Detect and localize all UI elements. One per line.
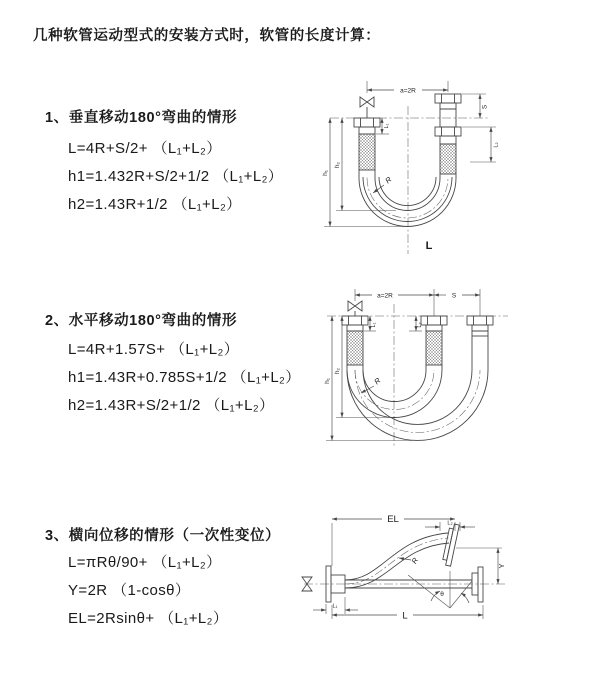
radius-label: R	[372, 375, 383, 387]
radius-label: R	[409, 556, 421, 566]
braided-hose-right	[440, 144, 456, 174]
diagram-horizontal-180-bend	[312, 286, 600, 454]
section-2-heading: 2、水平移动180°弯曲的情形	[45, 313, 238, 329]
hose-and-fittings	[342, 301, 493, 440]
section-2-formula-L: L=4R+1.57S+ （L₁+L₂）	[68, 341, 240, 358]
dim-label-s: S	[481, 104, 489, 110]
section-3-formula-Y: Y=2R （1-cosθ）	[68, 582, 191, 599]
diagram-lateral-displacement	[300, 505, 600, 647]
dim-label-h2: h₂	[334, 367, 341, 375]
section-1-formula-L: L=4R+S/2+ （L₁+L₂）	[68, 140, 222, 157]
dim-label-l2: L₂	[417, 322, 423, 328]
hose-and-flanges	[302, 520, 483, 602]
dim-label-l1: L₁	[371, 322, 377, 328]
valve-icon	[360, 97, 374, 107]
section-3-formula-EL: EL=2Rsinθ+ （L₁+L₂）	[68, 610, 229, 627]
dimension-lines	[332, 292, 480, 441]
section-2-formula-h2: h2=1.43R+S/2+1/2 （L₁+L₂）	[68, 397, 275, 414]
section-2-formula-h1: h1=1.43R+0.785S+1/2 （L₁+L₂）	[68, 369, 301, 386]
angle-label: θ	[440, 591, 444, 598]
valve-icon	[348, 301, 362, 311]
dim-label-l2: L₂	[493, 142, 500, 148]
section-3-formula-L: L=πRθ/90+ （L₁+L₂）	[68, 554, 222, 571]
diagram-vertical-180-bend	[310, 78, 600, 260]
radius-label: R	[383, 174, 394, 186]
dim-label-h2: h₂	[334, 161, 341, 169]
section-1-heading: 1、垂直移动180°弯曲的情形	[45, 110, 238, 126]
braided-hose-middle	[426, 331, 442, 365]
centerlines	[304, 538, 506, 584]
extension-lines	[324, 81, 496, 227]
length-label: L	[425, 240, 433, 252]
dim-label-a2r: a=2R	[400, 87, 416, 95]
dim-label-h1: h₁	[322, 170, 329, 176]
dim-label-l2: L₂	[447, 520, 453, 527]
centerlines	[330, 106, 488, 254]
dim-label-h1: h₁	[324, 378, 331, 384]
dim-label-l1: L₁	[332, 603, 338, 610]
dim-label-el: EL	[387, 514, 399, 525]
dimension-lines	[330, 87, 491, 227]
braided-hose-left	[359, 134, 375, 170]
section-1-formula-h1: h1=1.432R+S/2+1/2 （L₁+L₂）	[68, 168, 284, 185]
dim-label-y: Y	[497, 563, 506, 569]
dim-label-l: L	[402, 610, 408, 622]
dim-label-s: S	[451, 292, 457, 300]
page-title: 几种软管运动型式的安装方式时，软管的长度计算：	[33, 28, 381, 44]
dim-label-a2r: a=2R	[377, 292, 393, 300]
upper-flange	[442, 520, 460, 566]
dimension-lines	[313, 519, 498, 615]
dim-label-l1: L₁	[384, 123, 390, 129]
braided-hose-left	[347, 331, 363, 365]
construction-lines	[326, 522, 502, 619]
section-3-heading: 3、横向位移的情形（一次性变位）	[45, 528, 281, 544]
section-1-formula-h2: h2=1.43R+1/2 （L₁+L₂）	[68, 196, 242, 213]
